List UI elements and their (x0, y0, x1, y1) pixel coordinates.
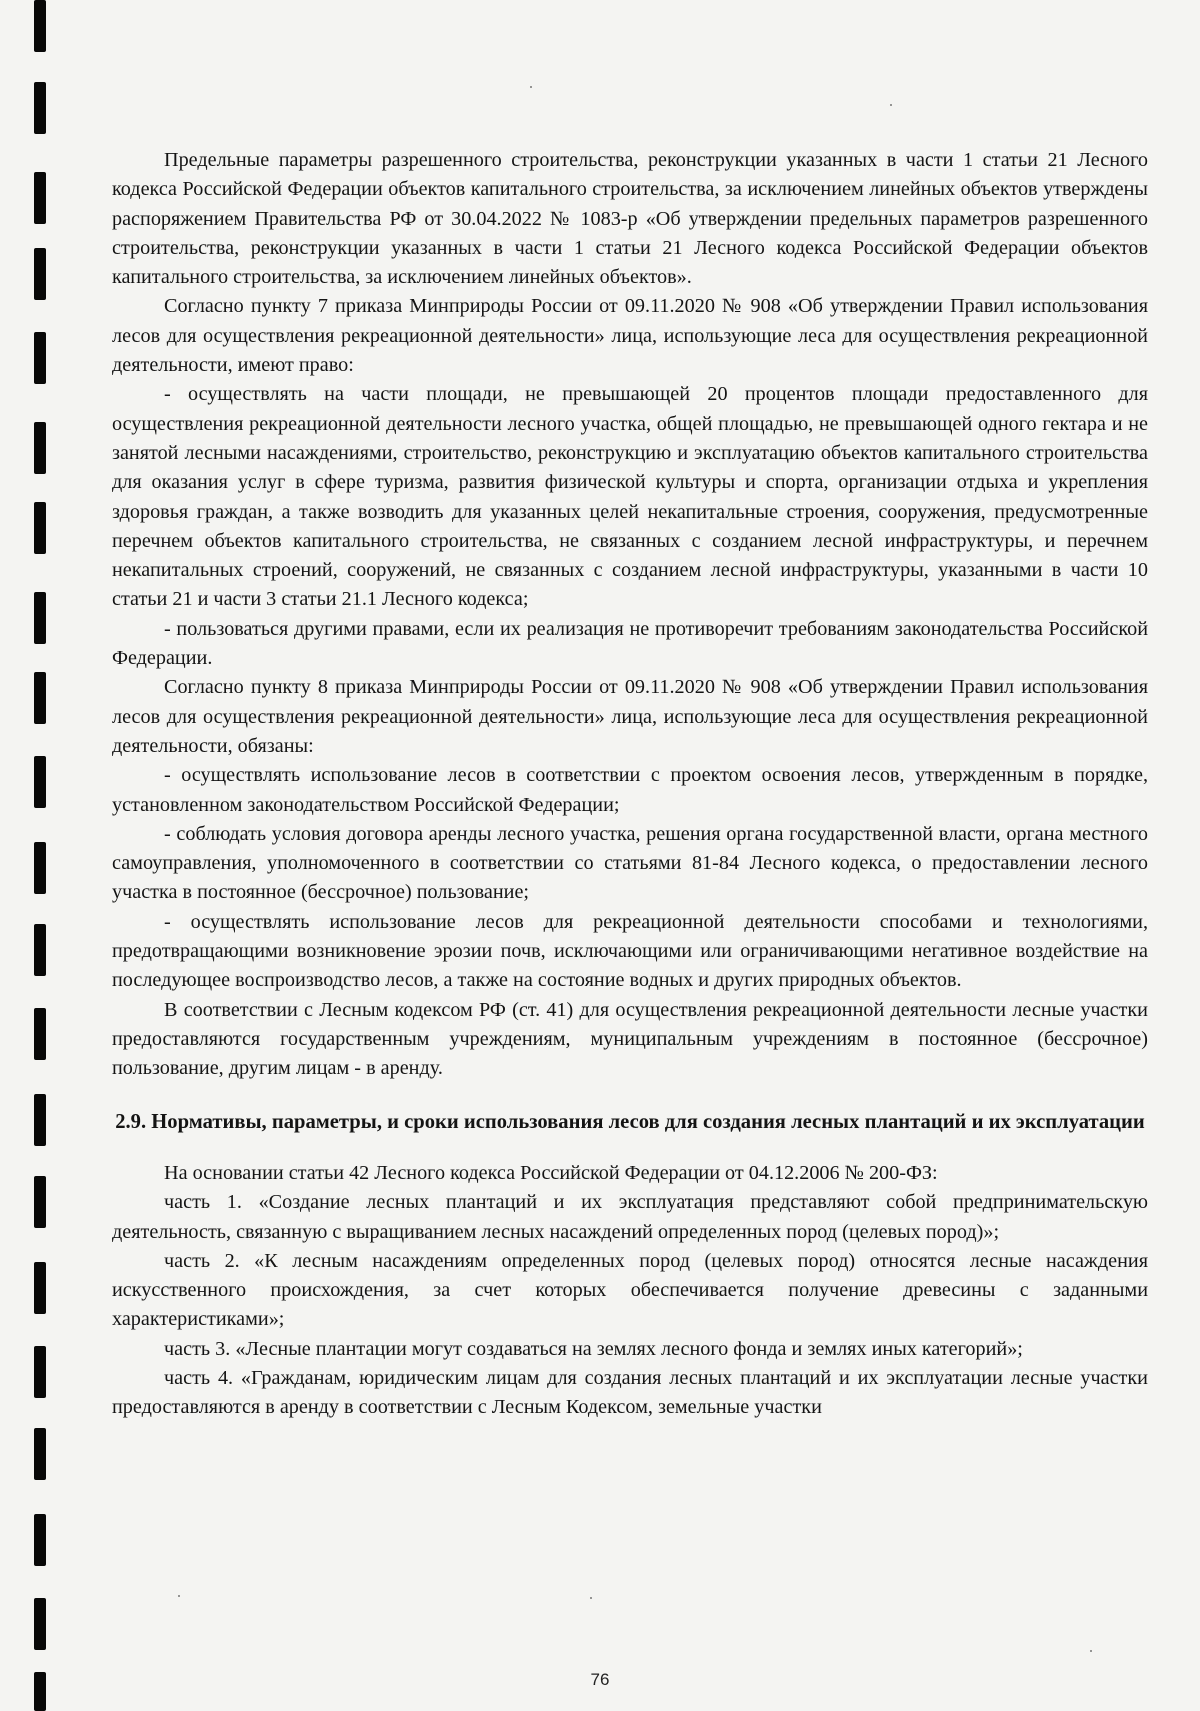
punch-hole (34, 1346, 46, 1398)
punch-hole (34, 82, 46, 134)
punch-hole (34, 332, 46, 384)
punch-hole (34, 422, 46, 474)
scan-speck (530, 86, 532, 88)
punch-hole (34, 756, 46, 808)
list-item: - осуществлять использование лесов для рекреационной деятельности способами и технологиями, предотвращающими возникновение эрозии почв, исключающими или ограничивающими негативное воздействие на последующее воспроизводство лесов, а также на состояние водных и других природных объектов. (112, 910, 1148, 992)
paragraph: часть 1. «Создание лесных плантаций и их эксплуатация представляют собой предпринимательскую деятельность, связанную с выращиванием лесных насаждений определенных пород (целевых пород)»; (112, 1191, 1148, 1243)
page-number: 76 (590, 1670, 610, 1689)
scan-speck (590, 1597, 592, 1599)
punch-hole (34, 1598, 46, 1650)
punch-hole (34, 1094, 46, 1146)
punch-hole (34, 1008, 46, 1060)
paragraph: часть 2. «К лесным насаждениям определенных пород (целевых пород) относятся лесные насаждения искусственного происхождения, за счет которых обеспечивается получение древесины с заданными характеристиками»; (112, 1249, 1148, 1331)
punch-hole (34, 1428, 46, 1480)
punch-hole (34, 0, 46, 52)
paragraph: На основании статьи 42 Лесного кодекса Российской Федерации от 04.12.2006 № 200-ФЗ: (164, 1162, 938, 1184)
punch-hole (34, 924, 46, 976)
section-heading: 2.9. Нормативы, параметры, и сроки использования лесов для создания лесных плантаций и их эксплуатации (115, 1110, 1145, 1133)
paragraph: Предельные параметры разрешенного строительства, реконструкции указанных в части 1 статьи 21 Лесного кодекса Российской Федерации объектов капитального строительства, за исключением линейных объектов утверждены распоряжением Правительства РФ от 30.04.2022 № 1083-р «Об утверждении предельных параметров разрешенного строительства, реконструкции указанных в части 1 статьи 21 Лесного кодекса Российской Федерации объектов капитального строительства, за исключением линейных объектов». (112, 149, 1148, 289)
punch-hole (34, 672, 46, 724)
paragraph: Согласно пункту 8 приказа Минприроды России от 09.11.2020 № 908 «Об утверждении Правил использования лесов для осуществления рекреационной деятельности» лица, использующие леса для осуществления рекреационной деятельности, обязаны: (112, 676, 1148, 757)
paragraph: часть 3. «Лесные плантации могут создаваться на землях лесного фонда и землях иных категорий»; (164, 1337, 1023, 1360)
binder-punch-holes (12, 0, 52, 1711)
list-item: - осуществлять на части площади, не превышающей 20 процентов площади предоставленного для осуществления рекреационной деятельности лесного участка, общей площадью, не превышающей одного гектара и не занятой лесными насаждениями, строительство, реконструкцию и эксплуатацию объектов капитального строительства для оказания услуг в сфере туризма, развития физической культуры и спорта, организации отдыха и укрепления здоровья граждан, а также возводить для указанных целей некапитальные строения, сооружения, предусмотренные перечнем объектов капитального строительства, не связанных с созданием лесной инфраструктуры, и перечнем некапитальных строений, сооружений, не связанных с созданием лесной инфраструктуры, указанными в части 10 статьи 21 и части 3 статьи 21.1 Лесного кодекса; (112, 383, 1148, 611)
paragraph: часть 4. «Гражданам, юридическим лицам для создания лесных плантаций и их эксплуатации лесные участки предоставляются в аренду в соответствии с Лесным Кодексом, земельные участки (112, 1367, 1148, 1419)
list-item: - осуществлять использование лесов в соответствии с проектом освоения лесов, утвержденным в порядке, установленном законодательством Российской Федерации; (112, 764, 1148, 816)
punch-hole (34, 502, 46, 554)
punch-hole (34, 1176, 46, 1228)
scan-speck (890, 104, 892, 106)
punch-hole (34, 842, 46, 894)
scan-speck (178, 1595, 180, 1597)
paragraph: Согласно пункту 7 приказа Минприроды России от 09.11.2020 № 908 «Об утверждении Правил использования лесов для осуществления рекреационной деятельности» лица, использующие леса для осуществления рекреационной деятельности, имеют право: (112, 295, 1148, 377)
paragraph: В соответствии с Лесным кодексом РФ (ст. 41) для осуществления рекреационной деятельности лесные участки предоставляются государственным учреждениям, муниципальным учреждениям в постоянное (бессрочное) пользование, другим лицам - в аренду. (112, 998, 1148, 1080)
punch-hole (34, 172, 46, 224)
punch-hole (34, 1262, 46, 1314)
punch-hole (34, 248, 46, 300)
punch-hole (34, 1514, 46, 1566)
scan-speck (1090, 1650, 1092, 1652)
punch-hole (34, 592, 46, 644)
list-item: - соблюдать условия договора аренды лесного участка, решения органа государственной власти, органа местного самоуправления, уполномоченного в соответствии со статьями 81-84 Лесного кодекса, о предоставлении лесного участка в постоянное (бессрочное) пользование; (112, 822, 1148, 904)
list-item: - пользоваться другими правами, если их реализация не противоречит требованиям законодательства Российской Федерации. (112, 617, 1148, 670)
document-page (112, 146, 1148, 1423)
